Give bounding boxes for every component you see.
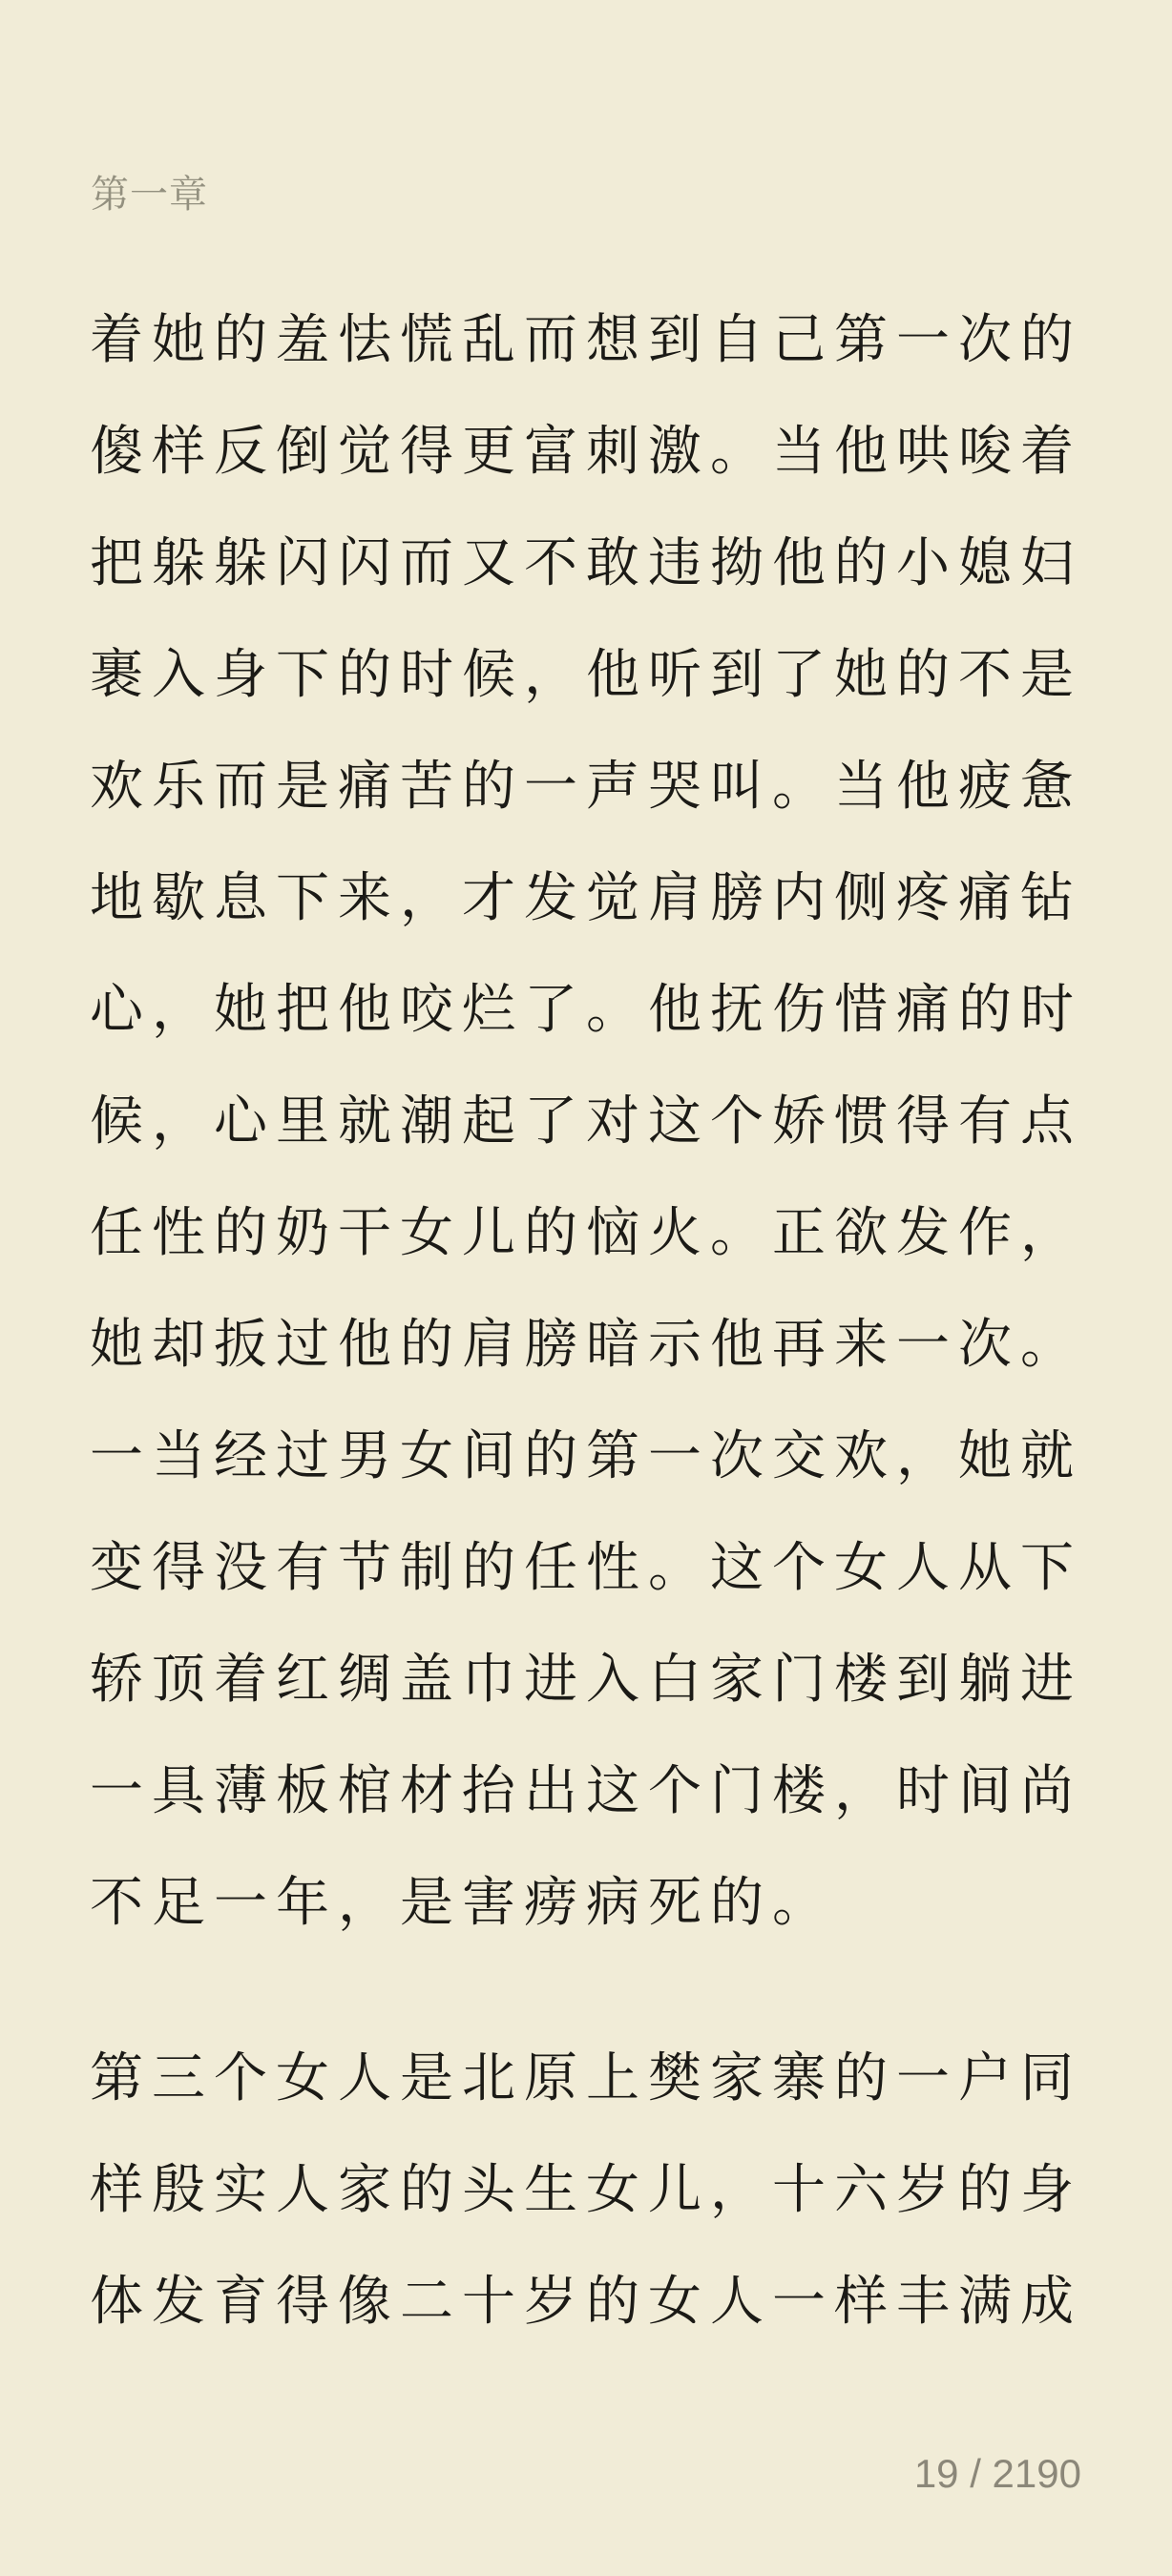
body-line: 任性的奶干女儿的恼火。正欲发作， — [90, 1202, 1082, 1262]
paragraph — [90, 283, 1082, 1958]
body-line: 轿顶着红绸盖巾进入白家门楼到躺进 — [90, 1649, 1082, 1709]
body-line: 她却扳过他的肩膀暗示他再来一次。 — [90, 1314, 1082, 1374]
body-line: 傻样反倒觉得更富刺激。当他哄唆着 — [90, 421, 1082, 481]
paragraph — [90, 2022, 1082, 2357]
body-line: 一具薄板棺材抬出这个门楼，时间尚 — [90, 1760, 1082, 1820]
body-line: 心，她把他咬烂了。他抚伤惜痛的时 — [90, 979, 1082, 1039]
body-line: 体发育得像二十岁的女人一样丰满成 — [90, 2271, 1082, 2331]
page-indicator: 19 / 2190 — [913, 2451, 1081, 2496]
book-text — [90, 283, 1082, 2357]
body-line: 样殷实人家的头生女儿，十六岁的身 — [90, 2159, 1082, 2219]
body-line: 欢乐而是痛苦的一声哭叫。当他疲惫 — [90, 756, 1082, 816]
body-line: 第三个女人是北原上樊家寨的一户同 — [90, 2047, 1082, 2108]
body-line: 裹入身下的时候，他听到了她的不是 — [90, 644, 1082, 704]
body-line: 着她的羞怯慌乱而想到自己第一次的 — [90, 309, 1082, 369]
body-line: 地歇息下来，才发觉肩膀内侧疼痛钻 — [90, 867, 1082, 927]
body-line: 变得没有节制的任性。这个女人从下 — [90, 1537, 1082, 1597]
body-line: 候，心里就潮起了对这个娇惯得有点 — [90, 1091, 1082, 1151]
body-line: 一当经过男女间的第一次交欢，她就 — [90, 1425, 1082, 1485]
chapter-title: 第一章 — [91, 174, 208, 216]
body-line: 不足一年，是害痨病死的。 — [90, 1872, 834, 1932]
body-line: 把躲躲闪闪而又不敢违拗他的小媳妇 — [90, 532, 1082, 592]
